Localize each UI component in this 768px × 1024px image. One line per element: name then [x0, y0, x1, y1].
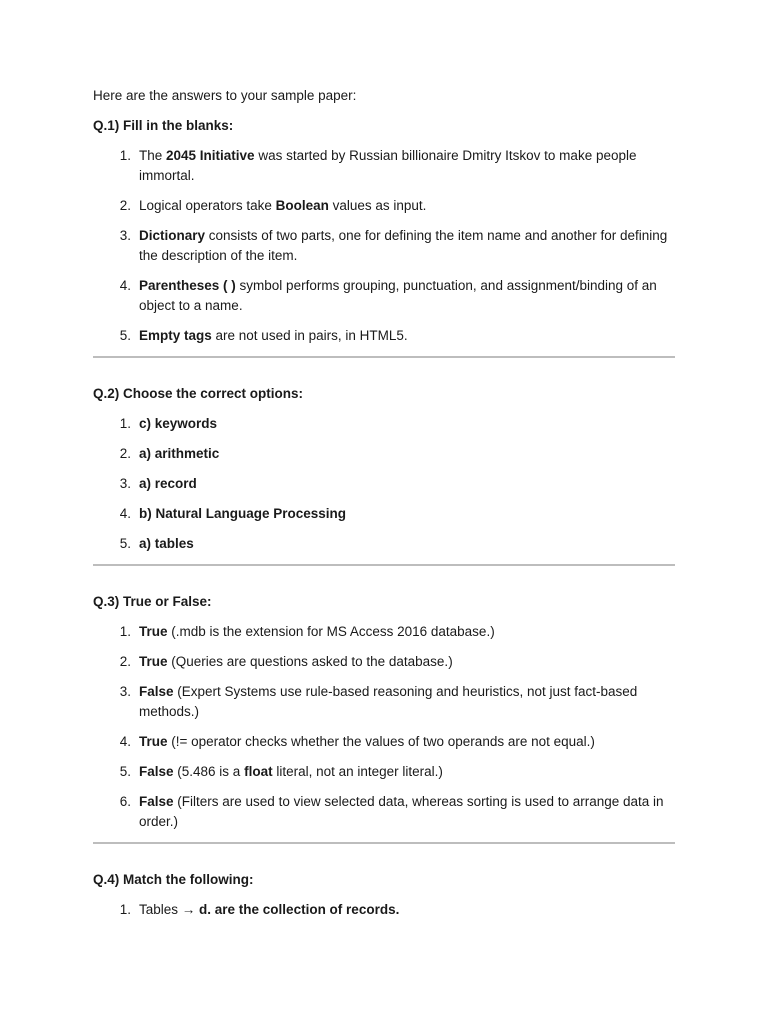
item-answer: a) tables: [139, 536, 194, 551]
section-heading: Q.2) Choose the correct options:: [93, 386, 304, 401]
section-heading: Q.3) True or False:: [93, 594, 212, 609]
list-item: [93, 762, 675, 782]
list-item: [93, 414, 675, 434]
section-q1: [93, 116, 675, 346]
item-answer: True: [139, 624, 168, 639]
list-item: [93, 622, 675, 642]
item-text-pre: Tables →: [139, 902, 200, 917]
section-q2: [93, 384, 675, 554]
answer-list: [93, 900, 675, 920]
item-number: 3.: [119, 476, 131, 491]
item-answer: 2045 Initiative: [166, 148, 255, 163]
document-content: [93, 86, 675, 930]
item-text-post: was started by Russian billionaire Dmitry Itskov to make people immortal.: [139, 148, 637, 183]
section-heading: Q.4) Match the following:: [93, 872, 254, 887]
list-item: [93, 474, 675, 494]
item-number: 4.: [119, 506, 131, 521]
list-item: [93, 326, 675, 346]
item-number: 2.: [119, 654, 131, 669]
answer-list: [93, 414, 675, 554]
answer-list: [93, 622, 675, 832]
item-answer: Dictionary: [139, 228, 206, 243]
item-number: 1.: [119, 902, 131, 917]
item-number: 2.: [119, 446, 131, 461]
item-answer: False: [139, 794, 174, 809]
item-number: 1.: [119, 148, 131, 163]
item-text-post: are not used in pairs, in HTML5.: [211, 328, 408, 343]
item-answer: Boolean: [275, 198, 329, 213]
item-answer: False: [139, 764, 174, 779]
item-text-post: literal, not an integer literal.): [272, 764, 443, 779]
item-number: 6.: [119, 794, 131, 809]
item-answer: True: [139, 734, 168, 749]
item-answer: Parentheses ( ): [139, 278, 236, 293]
item-number: 4.: [119, 734, 131, 749]
list-item: [93, 504, 675, 524]
item-answer: a) record: [139, 476, 197, 491]
item-number: 5.: [119, 764, 131, 779]
item-text-post: (Queries are questions asked to the database.): [167, 654, 453, 669]
list-item: [93, 146, 675, 186]
item-text-post: symbol performs grouping, punctuation, and assignment/binding of an object to a name.: [139, 278, 657, 313]
item-answer: b) Natural Language Processing: [139, 506, 347, 521]
item-text-post: values as input.: [328, 198, 427, 213]
item-text-post: (.mdb is the extension for MS Access 2016 database.): [167, 624, 495, 639]
item-answer: Empty tags: [139, 328, 212, 343]
section-q4: [93, 870, 675, 920]
item-emphasis: float: [244, 764, 273, 779]
item-number: 5.: [119, 328, 131, 343]
item-answer: c) keywords: [139, 416, 218, 431]
item-number: 1.: [119, 416, 131, 431]
item-answer: True: [139, 654, 168, 669]
item-answer: a) arithmetic: [139, 446, 220, 461]
list-item: [93, 196, 675, 216]
item-text-post: consists of two parts, one for defining the item name and another for defining the description of the item.: [139, 228, 668, 263]
item-number: 4.: [119, 278, 131, 293]
list-item: [93, 732, 675, 752]
item-text-post: (!= operator checks whether the values of two operands are not equal.): [167, 734, 595, 749]
item-answer: d. are the collection of records.: [199, 902, 400, 917]
list-item: [93, 682, 675, 722]
intro-text: Here are the answers to your sample paper:: [93, 88, 357, 103]
item-answer: False: [139, 684, 174, 699]
item-text-pre: Logical operators take: [139, 198, 276, 213]
item-text-post: (Filters are used to view selected data, whereas sorting is used to arrange data in order.): [139, 794, 664, 829]
list-item: [93, 792, 675, 832]
item-number: 3.: [119, 684, 131, 699]
item-number: 3.: [119, 228, 131, 243]
section-heading: Q.1) Fill in the blanks:: [93, 118, 234, 133]
list-item: [93, 226, 675, 266]
list-item: [93, 900, 675, 920]
answer-list: [93, 146, 675, 346]
item-text-post: (Expert Systems use rule-based reasoning and heuristics, not just fact-based methods.): [139, 684, 638, 719]
list-item: [93, 276, 675, 316]
list-item: [93, 444, 675, 464]
item-number: 2.: [119, 198, 131, 213]
list-item: [93, 534, 675, 554]
item-number: 1.: [119, 624, 131, 639]
item-text-post: (5.486 is a: [173, 764, 245, 779]
list-item: [93, 652, 675, 672]
section-q3: [93, 592, 675, 832]
item-text-pre: The: [139, 148, 167, 163]
item-number: 5.: [119, 536, 131, 551]
